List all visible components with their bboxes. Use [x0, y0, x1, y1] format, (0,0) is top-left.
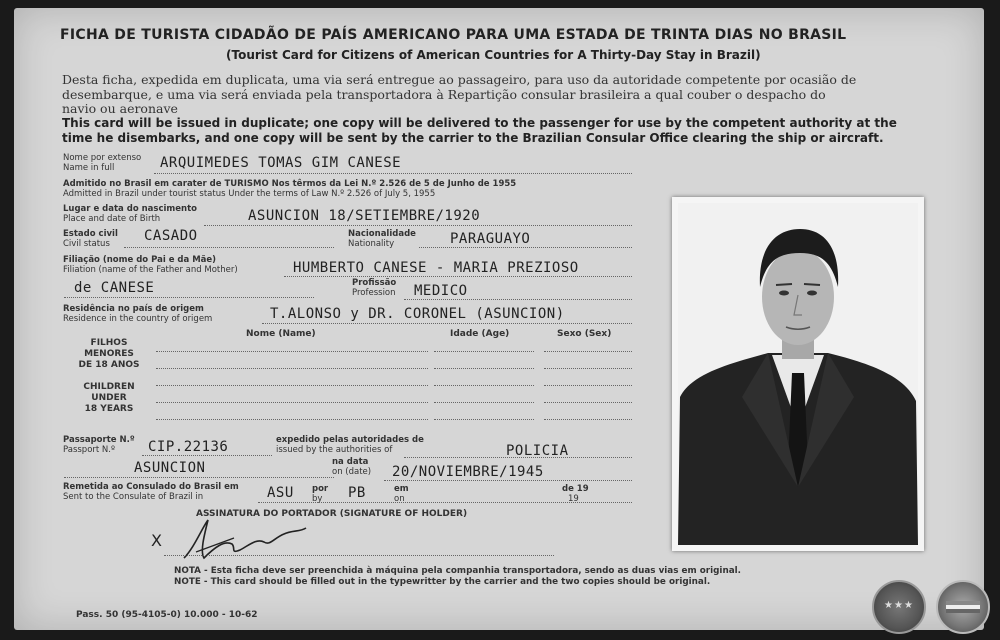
card-subtitle: (Tourist Card for Citizens of American Countries for A Thirty-Day Stay in Brazil)	[226, 48, 761, 62]
filiation-value-2: de CANESE	[74, 280, 155, 296]
signature-label: ASSINATURA DO PORTADOR (SIGNATURE OF HOLDER)	[196, 509, 468, 519]
children-row-2-col-2	[434, 368, 534, 369]
profession-value: MEDICO	[414, 283, 468, 299]
passport-value: CIP.22136	[148, 439, 229, 455]
children-row-2-col-3	[544, 368, 632, 369]
civil-value: CASADO	[144, 228, 198, 244]
form-code: Pass. 50 (95-4105-0) 10.000 - 10-62	[76, 610, 258, 620]
children-row-1-col-3	[544, 351, 632, 352]
profession-label-pt: Profissão	[352, 278, 397, 288]
passport-label-en: Passport N.º	[63, 445, 116, 455]
children-en-3: 18 YEARS	[84, 404, 134, 414]
children-en-1: CHILDREN	[83, 382, 135, 392]
residence-label-pt: Residência no país de origem	[63, 304, 204, 314]
civil-label-en: Civil status	[63, 239, 110, 249]
passport-date-value: 20/NOVIEMBRE/1945	[392, 464, 544, 480]
children-row-3-col-3	[544, 385, 632, 386]
nationality-line	[419, 247, 632, 248]
consulate-value: ASU	[267, 485, 294, 501]
nationality-label-en: Nationality	[348, 239, 395, 249]
children-row-5-col-3	[544, 419, 632, 420]
card-title: FICHA DE TURISTA CIDADÃO DE PAÍS AMERICANO PARA UMA ESTADA DE TRINTA DIAS NO BRASIL	[60, 27, 847, 43]
children-pt-2: MENORES	[84, 349, 134, 359]
passport-issued-en: issued by the authorities of	[276, 445, 393, 455]
children-row-1-col-2	[434, 351, 534, 352]
note-en: NOTE - This card should be filled out in the typewritter by the carrier and the two copies should be original.	[174, 577, 711, 587]
children-row-5-col-1	[156, 419, 428, 420]
city-line	[64, 477, 334, 478]
birth-label-pt: Lugar e data do nascimento	[63, 204, 197, 214]
filiation-line-1	[284, 276, 632, 277]
children-col-age: Idade (Age)	[450, 329, 510, 339]
children-row-4-col-1	[156, 402, 428, 403]
consulate-year-pt: de 19	[562, 484, 589, 494]
children-en-2: UNDER	[91, 393, 127, 403]
tourist-card	[14, 8, 984, 630]
signature-scribble	[174, 508, 314, 568]
name-value: ARQUIMEDES TOMAS GIM CANESE	[160, 155, 402, 171]
consulate-label-pt: Remetida ao Consulado do Brasil em	[63, 482, 239, 492]
nationality-value: PARAGUAYO	[450, 231, 531, 247]
profession-label-en: Profession	[352, 288, 396, 298]
passport-date-pt: na data	[332, 457, 369, 467]
passport-authority: POLICIA	[506, 443, 569, 459]
seal-stars-icon: ★★★	[872, 580, 926, 634]
profession-line	[404, 299, 632, 300]
seal-flag-icon	[936, 580, 990, 634]
intro-pt-line1: Desta ficha, expedida em duplicata, uma via será entregue ao passageiro, para uso da autoridade competente por ocasião de	[62, 72, 857, 87]
intro-pt-line2: desembarque, e uma via será enviada pela transportadora à Repartição consular brasileira a qual couber o despacho do	[62, 87, 826, 102]
consulate-carrier: PB	[348, 485, 366, 501]
passport-issued-pt: expedido pelas autoridades de	[276, 435, 424, 445]
passport-label-pt: Passaporte N.º	[63, 435, 135, 445]
name-label-en: Name in full	[63, 163, 115, 173]
admission-pt: Admitido no Brasil em carater de TURISMO Nos têrmos da Lei N.º 2.526 de 5 de Junho de 1955	[63, 179, 517, 189]
passport-city: ASUNCION	[134, 460, 206, 476]
birth-line	[204, 225, 632, 226]
filiation-line-2	[64, 297, 314, 298]
consulate-em: em	[394, 484, 409, 494]
children-row-2-col-1	[156, 368, 428, 369]
consulate-by-en: by	[312, 494, 323, 504]
children-pt-1: FILHOS	[90, 338, 128, 348]
children-row-5-col-2	[434, 419, 534, 420]
children-row-4-col-3	[544, 402, 632, 403]
intro-pt-line3: navio ou aeronave	[62, 101, 178, 116]
children-row-4-col-2	[434, 402, 534, 403]
birth-label-en: Place and date of Birth	[63, 214, 161, 224]
passport-date-en: on (date)	[332, 467, 372, 477]
signature-x: X	[151, 531, 162, 550]
children-row-3-col-2	[434, 385, 534, 386]
name-label-pt: Nome por extenso	[63, 153, 142, 163]
admission-en: Admitted in Brazil under tourist status Under the terms of Law N.º 2.526 of July 5, 1955	[63, 189, 436, 199]
name-line	[154, 173, 632, 174]
children-col-name: Nome (Name)	[246, 329, 316, 339]
civil-label-pt: Estado civil	[63, 229, 118, 239]
children-row-1-col-1	[156, 351, 428, 352]
authority-line	[404, 457, 632, 458]
consulate-on: on	[394, 494, 405, 504]
residence-label-en: Residence in the country of origem	[63, 314, 213, 324]
filiation-label-en: Filiation (name of the Father and Mother)	[63, 265, 238, 275]
residence-line	[262, 323, 632, 324]
children-pt-3: DE 18 ANOS	[78, 360, 140, 370]
note-pt: NOTA - Esta ficha deve ser preenchida à máquina pela companhia transportadora, sendo as duas vias em original.	[174, 566, 742, 576]
filiation-value-1: HUMBERTO CANESE - MARIA PREZIOSO	[293, 260, 579, 276]
consulate-label-en: Sent to the Consulate of Brazil in	[63, 492, 204, 502]
signature-line	[164, 555, 554, 556]
birth-value: ASUNCION 18/SETIEMBRE/1920	[248, 208, 481, 224]
passport-line	[142, 455, 272, 456]
consulate-line	[258, 502, 632, 503]
children-col-sex: Sexo (Sex)	[557, 329, 612, 339]
children-pt-label	[66, 338, 152, 371]
intro-en-line2: time he disembarks, and one copy will be sent by the carrier to the Brazilian Consular Office clearing the ship or aircraft.	[62, 131, 884, 145]
nationality-label-pt: Nacionalidade	[348, 229, 416, 239]
children-row-3-col-1	[156, 385, 428, 386]
intro-en-line1: This card will be issued in duplicate; one copy will be delivered to the passenger for use by the competent authority at the	[62, 116, 897, 130]
portrait-image	[672, 197, 924, 551]
civil-line	[124, 247, 334, 248]
children-en-label	[66, 382, 152, 415]
residence-value: T.ALONSO y DR. CORONEL (ASUNCION)	[270, 306, 565, 322]
filiation-label-pt: Filiação (nome do Pai e da Mãe)	[63, 255, 217, 265]
consulate-year-en: 19	[568, 494, 579, 504]
holder-photo	[672, 197, 924, 551]
date-line	[384, 480, 632, 481]
consulate-by-pt: por	[312, 484, 329, 494]
